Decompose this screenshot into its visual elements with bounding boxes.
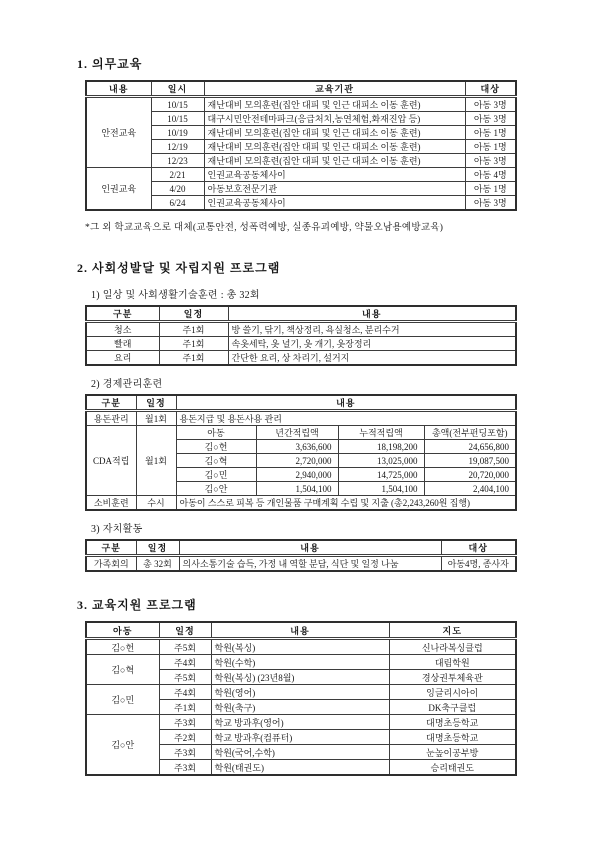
annual-amount-cell: 3,636,600 [256, 440, 338, 454]
institution-cell: 대구시민안전테마파크(응급처치,농연체험,화재진압 등) [204, 112, 465, 126]
content-cell: 학원(축구) [211, 700, 389, 715]
education-support-table [85, 621, 517, 776]
category-cell: 빨래 [86, 337, 159, 351]
total-amount-cell: 24,656,800 [424, 440, 516, 454]
category-cell: 용돈관리 [86, 411, 136, 426]
date-cell: 10/15 [151, 112, 204, 126]
header-cell: 일정 [159, 306, 228, 322]
header-cell: 대상 [465, 81, 516, 97]
institution-cell: 아동보호전문기관 [204, 182, 465, 196]
daily-skills-subtitle: 1) 일상 및 사회생활기술훈련 : 총 32회 [91, 290, 260, 301]
category-cell: 요리 [86, 351, 159, 366]
daily-skills-table [85, 305, 517, 366]
schedule-cell: 주2회 [159, 730, 211, 745]
section-1-title: 1. 의무교육 [77, 57, 143, 71]
table-row [86, 168, 516, 182]
child-name-cell: 김○혁 [86, 655, 159, 685]
total-amount-cell: 20,720,000 [424, 468, 516, 482]
header-cell: 교육기관 [204, 81, 465, 97]
date-cell: 12/19 [151, 140, 204, 154]
guide-cell: DK축구클럽 [389, 700, 516, 715]
content-cell: 학원(태권도) [211, 760, 389, 776]
guide-cell: 경상권투체육관 [389, 670, 516, 685]
table-row [86, 182, 516, 196]
table-row [86, 351, 516, 366]
date-cell: 10/19 [151, 126, 204, 140]
content-cell: 아동이 스스로 피복 등 개인물품 구매계획 수립 및 지출 (총2,243,260원 집행) [176, 496, 516, 511]
category-cell: 안전교육 [86, 97, 151, 168]
cumulative-amount-cell: 1,504,100 [338, 482, 424, 496]
header-cell: 내용 [179, 540, 441, 556]
header-cell: 일정 [136, 540, 179, 556]
content-cell: 간단한 요리, 상 차리기, 설거지 [228, 351, 516, 366]
date-cell: 2/21 [151, 168, 204, 182]
category-cell: 가족회의 [86, 556, 136, 572]
table-row [86, 140, 516, 154]
content-cell: 학원(영어) [211, 685, 389, 700]
header-cell: 일정 [159, 622, 211, 639]
schedule-cell: 주1회 [159, 322, 228, 337]
category-cell: 인권교육 [86, 168, 151, 211]
institution-cell: 재난대비 모의훈련(집안 대피 및 인근 대피소 이동 훈련) [204, 140, 465, 154]
table-row [86, 322, 516, 337]
institution-cell: 재난대비 모의훈련(집안 대피 및 인근 대피소 이동 훈련) [204, 97, 465, 112]
guide-cell: 대명초등학교 [389, 715, 516, 730]
date-cell: 4/20 [151, 182, 204, 196]
subheader-cell: 아동 [176, 426, 256, 440]
child-name-cell: 김○민 [86, 685, 159, 715]
subheader-cell: 년간적립액 [256, 426, 338, 440]
table-header-row [86, 395, 516, 411]
target-cell: 아동 1명 [465, 182, 516, 196]
table-row [86, 715, 516, 730]
guide-cell: 대림학원 [389, 655, 516, 670]
header-cell: 내용 [86, 81, 151, 97]
target-cell: 아동4명, 종사자 [441, 556, 516, 572]
table-row [86, 126, 516, 140]
category-cell: 소비훈련 [86, 496, 136, 511]
table-row [86, 556, 516, 572]
guide-cell: 잉글리시아이 [389, 685, 516, 700]
category-cell: CDA적립 [86, 426, 136, 496]
header-cell: 지도 [389, 622, 516, 639]
table-row [86, 655, 516, 670]
table-row [86, 685, 516, 700]
institution-cell: 재난대비 모의훈련(집안 대피 및 인근 대피소 이동 훈련) [204, 126, 465, 140]
header-cell: 아동 [86, 622, 159, 639]
table-row [86, 97, 516, 112]
annual-amount-cell: 1,504,100 [256, 482, 338, 496]
schedule-cell: 월1회 [136, 411, 176, 426]
header-cell: 일시 [151, 81, 204, 97]
category-cell: 청소 [86, 322, 159, 337]
guide-cell: 눈높이공부방 [389, 745, 516, 760]
table-row [86, 112, 516, 126]
schedule-cell: 총 32회 [136, 556, 179, 572]
table-header-row [86, 306, 516, 322]
schedule-cell: 주3회 [159, 760, 211, 776]
content-cell: 속옷세탁, 옷 널기, 옷 개기, 옷장정리 [228, 337, 516, 351]
schedule-cell: 주5회 [159, 670, 211, 685]
target-cell: 아동 3명 [465, 154, 516, 168]
section-2-title: 2. 사회성발달 및 자립지원 프로그램 [77, 261, 281, 275]
cumulative-amount-cell: 13,025,000 [338, 454, 424, 468]
date-cell: 10/15 [151, 97, 204, 112]
content-cell: 학원(복싱) [211, 639, 389, 655]
institution-cell: 재난대비 모의훈련(집안 대피 및 인근 대피소 이동 훈련) [204, 154, 465, 168]
content-cell: 의사소통기술 습득, 가정 내 역할 분담, 식단 및 일정 나눔 [179, 556, 441, 572]
content-cell: 학원(수학) [211, 655, 389, 670]
schedule-cell: 주3회 [159, 745, 211, 760]
cumulative-amount-cell: 18,198,200 [338, 440, 424, 454]
content-cell: 학원(국어,수학) [211, 745, 389, 760]
total-amount-cell: 19,087,500 [424, 454, 516, 468]
table-row [86, 337, 516, 351]
header-cell: 대상 [441, 540, 516, 556]
header-cell: 구분 [86, 395, 136, 411]
content-cell: 학원(복싱) (23년8월) [211, 670, 389, 685]
target-cell: 아동 3명 [465, 196, 516, 211]
date-cell: 12/23 [151, 154, 204, 168]
child-name-cell: 김○민 [176, 468, 256, 482]
child-name-cell: 김○안 [86, 715, 159, 776]
schedule-cell: 주4회 [159, 685, 211, 700]
content-cell: 용돈지급 및 용돈사용 관리 [176, 411, 516, 426]
target-cell: 아동 3명 [465, 97, 516, 112]
target-cell: 아동 1명 [465, 140, 516, 154]
target-cell: 아동 1명 [465, 126, 516, 140]
content-cell: 학교 방과후(컴퓨터) [211, 730, 389, 745]
header-cell: 구분 [86, 540, 136, 556]
total-amount-cell: 2,404,100 [424, 482, 516, 496]
target-cell: 아동 4명 [465, 168, 516, 182]
table-header-row [86, 81, 516, 97]
autonomy-table [85, 539, 517, 572]
annual-amount-cell: 2,720,000 [256, 454, 338, 468]
child-name-cell: 김○혁 [176, 454, 256, 468]
schedule-cell: 월1회 [136, 426, 176, 496]
economy-training-table [85, 394, 517, 511]
header-cell: 구분 [86, 306, 159, 322]
header-cell: 일정 [136, 395, 176, 411]
autonomy-subtitle: 3) 자치활동 [91, 524, 143, 535]
date-cell: 6/24 [151, 196, 204, 211]
schedule-cell: 주1회 [159, 351, 228, 366]
table-row [86, 154, 516, 168]
table-header-row [86, 540, 516, 556]
subheader-cell: 총액(전부펀딩포함) [424, 426, 516, 440]
header-cell: 내용 [211, 622, 389, 639]
header-cell: 내용 [176, 395, 516, 411]
institution-cell: 인권교육공동체사이 [204, 196, 465, 211]
table-row [86, 196, 516, 211]
subheader-cell: 누적적립액 [338, 426, 424, 440]
annual-amount-cell: 2,940,000 [256, 468, 338, 482]
table-row [86, 426, 516, 440]
economy-training-subtitle: 2) 경제관리훈련 [91, 379, 163, 390]
institution-cell: 인권교육공동체사이 [204, 168, 465, 182]
school-education-note: *그 외 학교교육으로 대체(교통안전, 성폭력예방, 실종유괴예방, 약물오남용예방교육) [85, 223, 444, 233]
header-cell: 내용 [228, 306, 516, 322]
table-row [86, 639, 516, 655]
schedule-cell: 주5회 [159, 639, 211, 655]
mandatory-education-table [85, 80, 517, 211]
child-name-cell: 김○헌 [86, 639, 159, 655]
cumulative-amount-cell: 14,725,000 [338, 468, 424, 482]
content-cell: 학교 방과후(영어) [211, 715, 389, 730]
target-cell: 아동 3명 [465, 112, 516, 126]
content-cell: 방 쓸기, 닦기, 책상정리, 욕실청소, 분리수거 [228, 322, 516, 337]
child-name-cell: 김○헌 [176, 440, 256, 454]
guide-cell: 신나라복싱클럽 [389, 639, 516, 655]
schedule-cell: 주1회 [159, 337, 228, 351]
table-row [86, 411, 516, 426]
schedule-cell: 주3회 [159, 715, 211, 730]
schedule-cell: 수시 [136, 496, 176, 511]
table-header-row [86, 622, 516, 639]
schedule-cell: 주4회 [159, 655, 211, 670]
child-name-cell: 김○안 [176, 482, 256, 496]
guide-cell: 승리태권도 [389, 760, 516, 776]
guide-cell: 대명초등학교 [389, 730, 516, 745]
schedule-cell: 주1회 [159, 700, 211, 715]
section-3-title: 3. 교육지원 프로그램 [77, 598, 197, 612]
table-row [86, 496, 516, 511]
